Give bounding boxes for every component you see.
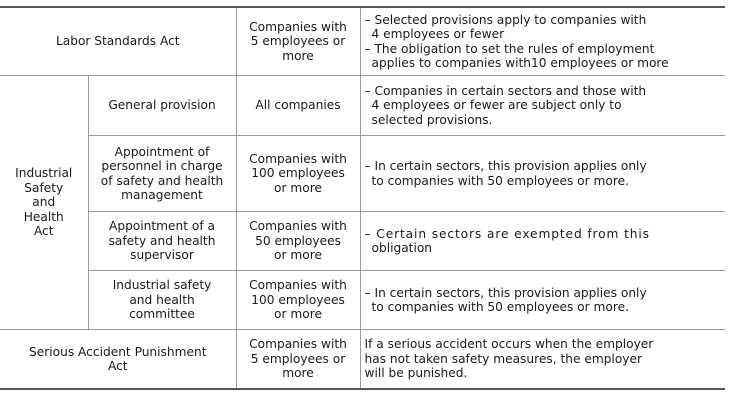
law-name-text: Labor Standards Act	[55, 34, 180, 49]
notes-labor-standards	[360, 7, 725, 76]
note-line: has not taken safety measures, the employer	[364, 351, 643, 366]
law-name-line: Industrial	[15, 166, 73, 181]
scope-line: or more	[274, 180, 322, 195]
scope-supervisor-appointment	[236, 212, 360, 271]
scope-line: 50 employees	[255, 233, 341, 248]
scope-line: Companies with	[249, 151, 347, 166]
note-line: obligation	[371, 241, 433, 255]
note-line: – Certain sectors are exempted from this	[364, 226, 650, 241]
scope-line: or more	[274, 307, 322, 322]
law-name-line: Serious Accident Punishment	[29, 344, 207, 359]
note-line: – In certain sectors, this provision applies only	[364, 285, 647, 300]
item-line: of safety and health	[100, 173, 224, 188]
law-name-line: and	[32, 195, 56, 210]
notes-supervisor-appointment	[360, 212, 725, 271]
note-line: If a serious accident occurs when the employer	[364, 337, 654, 352]
scope-line: Companies with	[249, 278, 347, 293]
note-line: – Selected provisions apply to companies with	[364, 12, 647, 27]
scope-personnel-appointment	[236, 136, 360, 212]
note-line: 4 employees or fewer	[371, 27, 505, 42]
table-row-personnel-appointment	[0, 136, 725, 212]
law-applicability-table	[0, 6, 725, 390]
notes-general-provision	[360, 76, 725, 136]
item-line: Industrial safety	[112, 278, 212, 293]
item-line: Appointment of	[114, 144, 210, 159]
scope-labor-standards	[236, 7, 360, 76]
item-line: supervisor	[130, 248, 194, 263]
item-line: Appointment of a	[109, 219, 215, 234]
table-row-general-provision	[0, 76, 725, 136]
item-line: General provision	[108, 98, 216, 113]
item-line: and health	[129, 292, 195, 307]
scope-line: Companies with	[249, 219, 347, 234]
note-line: to companies with 50 employees or more.	[371, 300, 629, 314]
scope-line: 5 employees or	[250, 351, 346, 366]
item-line: personnel in charge	[101, 159, 223, 174]
item-personnel-appointment	[88, 136, 236, 212]
scope-safety-committee	[236, 271, 360, 330]
law-name-line: Safety	[24, 180, 64, 195]
note-line: – In certain sectors, this provision applies only	[364, 159, 647, 174]
table-row-safety-committee	[0, 271, 725, 330]
table-row-serious-accident	[0, 330, 725, 390]
table-row-supervisor-appointment	[0, 212, 725, 271]
scope-line: Companies with	[249, 337, 347, 352]
note-line: – Companies in certain sectors and those with	[364, 83, 647, 98]
law-name-serious-accident	[0, 330, 236, 390]
notes-personnel-appointment	[360, 136, 725, 212]
note-line: – The obligation to set the rules of employment	[364, 41, 655, 56]
scope-line: or more	[274, 248, 322, 263]
law-name-labor-standards	[0, 7, 236, 76]
note-line: selected provisions.	[371, 112, 493, 127]
notes-safety-committee	[360, 271, 725, 330]
scope-line: Companies with	[249, 19, 347, 34]
notes-serious-accident	[360, 330, 725, 390]
law-name-line: Act	[107, 359, 128, 373]
item-line: committee	[129, 307, 195, 322]
scope-line: 5 employees or	[250, 34, 346, 49]
table-row-labor-standards	[0, 7, 725, 76]
scope-line: 100 employees	[251, 166, 345, 181]
item-general-provision	[88, 76, 236, 136]
note-line: 4 employees or fewer are subject only to	[371, 98, 622, 113]
item-line: management	[121, 187, 203, 202]
law-name-line: Act	[33, 224, 54, 239]
scope-line: 100 employees	[251, 292, 345, 307]
item-supervisor-appointment	[88, 212, 236, 271]
scope-line: more	[282, 366, 314, 381]
scope-line: more	[282, 48, 314, 63]
note-line: applies to companies with10 employees or more	[371, 55, 669, 70]
scope-serious-accident	[236, 330, 360, 390]
scope-line: All companies	[255, 98, 341, 113]
item-safety-committee	[88, 271, 236, 330]
law-name-industrial-safety	[0, 76, 88, 330]
note-line: will be punished.	[364, 366, 468, 381]
note-line: to companies with 50 employees or more.	[371, 173, 629, 188]
scope-general-provision	[236, 76, 360, 136]
item-line: safety and health	[108, 233, 216, 248]
law-name-line: Health	[23, 209, 64, 224]
